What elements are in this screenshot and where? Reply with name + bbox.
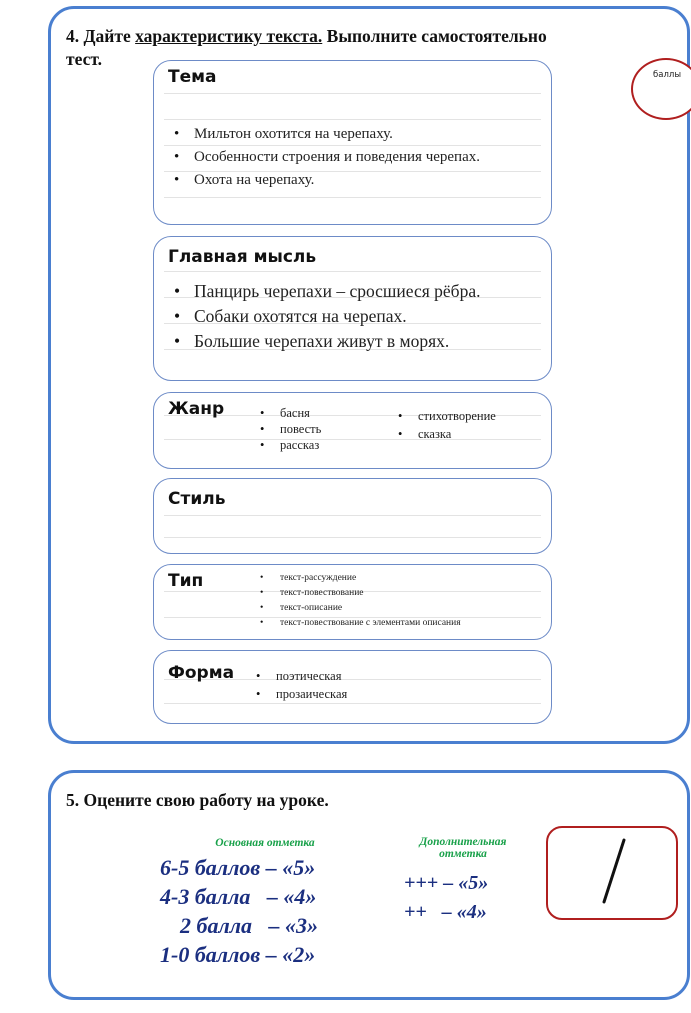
score-label: баллы <box>653 70 682 80</box>
list-item: • Большие черепахи живут в морях. <box>168 329 480 354</box>
main-mark-line: 4-3 балла – «4» <box>160 884 317 909</box>
form-card <box>153 650 552 724</box>
list-item: • текст-рассуждение <box>254 571 461 586</box>
style-title: Стиль <box>168 489 226 509</box>
list-item: • Мильтон охотится на черепаху. <box>168 123 480 146</box>
list-item: • рассказ <box>254 437 321 453</box>
genre-card <box>153 392 552 469</box>
extra-mark-line: ++ – «4» <box>404 901 487 923</box>
form-list <box>250 667 347 703</box>
type-list <box>254 571 461 631</box>
list-item: • повесть <box>254 421 321 437</box>
task4-heading-underlined: характеристику текста. <box>135 26 323 46</box>
main-mark-title: Основная отметка <box>215 837 315 849</box>
list-item: • прозаическая <box>250 685 347 703</box>
list-item: • поэтическая <box>250 667 347 685</box>
genre-title: Жанр <box>168 399 225 419</box>
task4-heading: 4. Дайте характеристику текста. Выполните самостоятельно <box>66 26 547 46</box>
topic-list <box>168 123 480 192</box>
task5-heading: 5. Оцените свою работу на уроке. <box>66 790 329 810</box>
slash-mark-icon <box>548 828 676 918</box>
type-card <box>153 564 552 640</box>
list-item: • текст-описание <box>254 601 461 616</box>
genre-list-2 <box>392 407 496 443</box>
score-circle <box>631 58 691 120</box>
grade-box <box>546 826 678 920</box>
main-mark-line: 2 балла – «3» <box>180 913 319 938</box>
type-title: Тип <box>168 571 204 591</box>
list-item: • Охота на черепаху. <box>168 169 480 192</box>
main-idea-list <box>168 279 480 354</box>
genre-list-1 <box>254 405 321 453</box>
form-title: Форма <box>168 663 235 683</box>
style-card <box>153 478 552 554</box>
list-item: • стихотворение <box>392 407 496 425</box>
list-item: • Собаки охотятся на черепах. <box>168 304 480 329</box>
main-idea-title: Главная мысль <box>168 247 317 267</box>
task4-heading-line2: тест. <box>66 49 102 69</box>
main-mark-line: 6-5 баллов – «5» <box>160 855 316 880</box>
list-item: • сказка <box>392 425 496 443</box>
main-mark-line: 1-0 баллов – «2» <box>160 942 316 967</box>
extra-mark-title: Дополнительная отметка <box>419 836 507 860</box>
list-item: • текст-повествование <box>254 586 461 601</box>
list-item: • басня <box>254 405 321 421</box>
list-item: • Особенности строения и поведения черепах. <box>168 146 480 169</box>
topic-title: Тема <box>168 67 217 87</box>
topic-card <box>153 60 552 225</box>
extra-mark-line: +++ – «5» <box>404 872 489 894</box>
list-item: • Панцирь черепахи – сросшиеся рёбра. <box>168 279 480 304</box>
main-idea-card <box>153 236 552 381</box>
list-item: • текст-повествование с элементами описания <box>254 616 461 631</box>
